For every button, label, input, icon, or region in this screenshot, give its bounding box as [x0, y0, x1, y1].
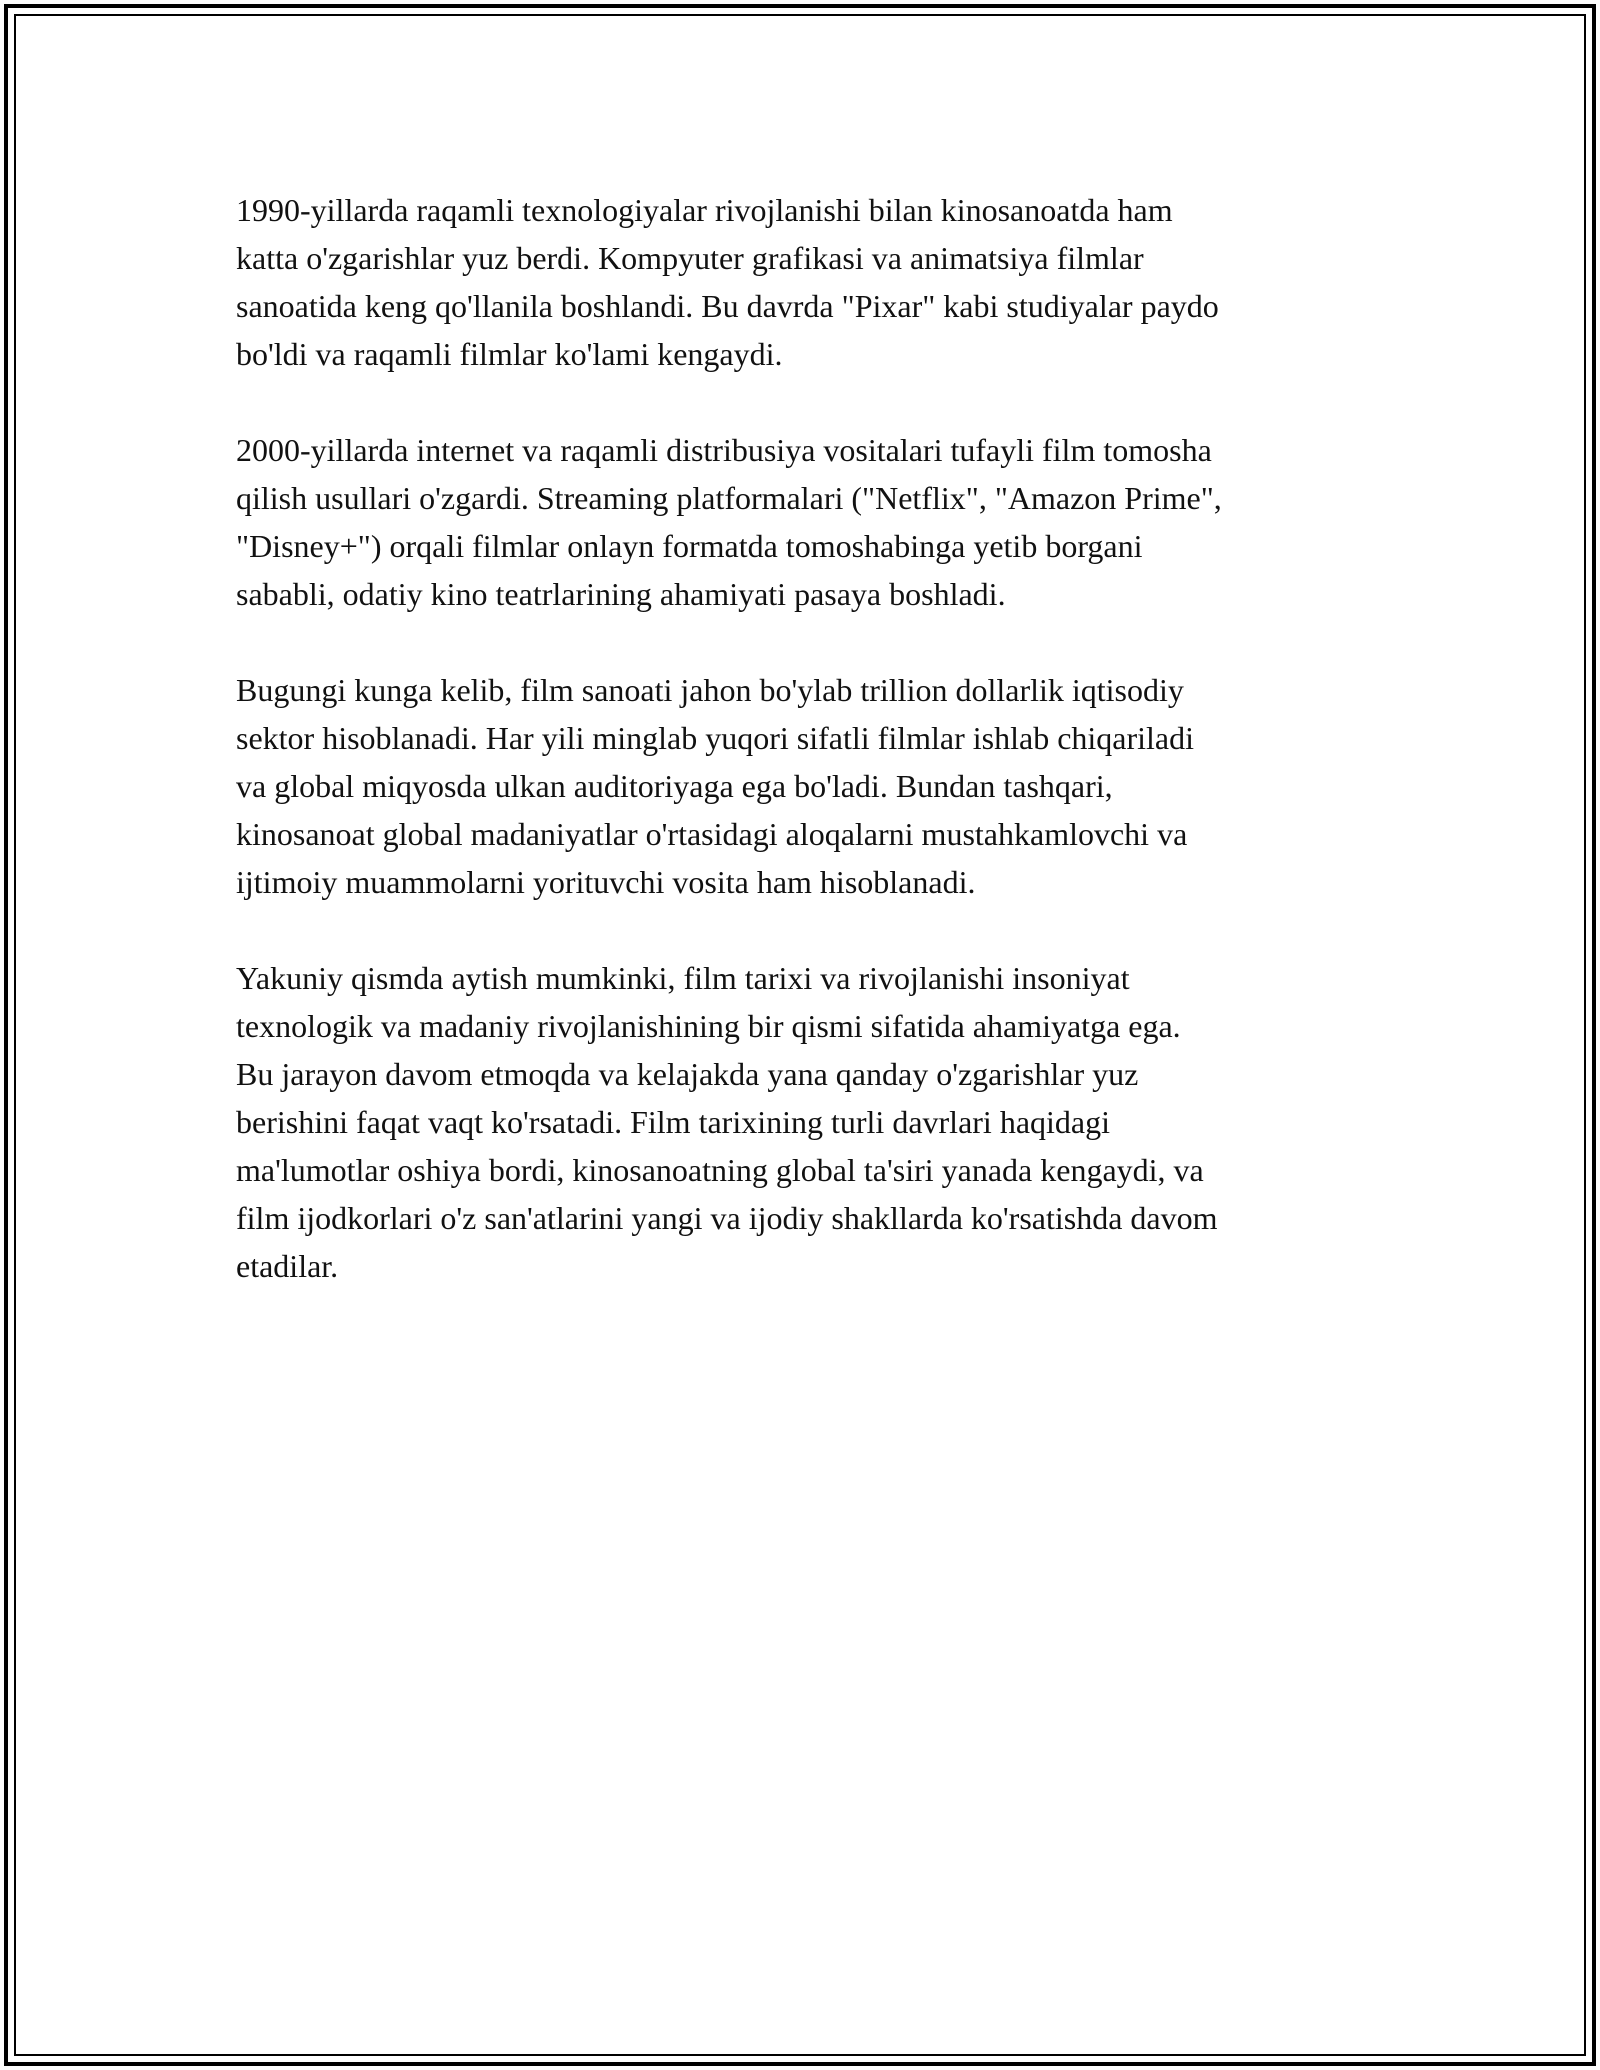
paragraph-digital-era: 1990-yillarda raqamli texnologiyalar rivojlanishi bilan kinosanoatda ham katta o'zgarishlar yuz berdi. Kompyuter grafikasi va animatsiya filmlar sanoatida keng qo'llanila boshlandi. Bu davrda "Pixar" kabi studiyalar paydo bo'ldi va raqamli filmlar ko'lami kengaydi. [236, 192, 1219, 372]
paragraph-conclusion: Yakuniy qismda aytish mumkinki, film tarixi va rivojlanishi insoniyat texnologik va madaniy rivojlanishining bir qismi sifatida ahamiyatga ega. Bu jarayon davom etmoqda va kelajakda yana qanday o'zgarishlar yuz berishini faqat vaqt ko'rsatadi. Film tarixining turli davrlari haqidagi ma'lumotlar oshiya bordi, kinosanoatning global ta'siri yanada kengaydi, va film ijodkorlari o'z san'atlarini yangi va ijodiy shakllarda ko'rsatishda davom etadilar. [236, 960, 1218, 1284]
paragraph-streaming-era: 2000-yillarda internet va raqamli distribusiya vositalari tufayli film tomosha qilish usullari o'zgardi. Streaming platformalari ("Netflix", "Amazon Prime", "Disney+") orqali filmlar onlayn formatda tomoshabinga yetib borgani sababli, odatiy kino teatrlarining ahamiyati pasaya boshladi. [236, 432, 1222, 612]
paragraph-film-industry-today: Bugungi kunga kelib, film sanoati jahon bo'ylab trillion dollarlik iqtisodiy sektor hisoblanadi. Har yili minglab yuqori sifatli filmlar ishlab chiqariladi va global miqyosda ulkan auditoriyaga ega bo'ladi. Bundan tashqari, kinosanoat global madaniyatlar o'rtasidagi aloqalarni mustahkamlovchi va ijtimoiy muammolarni yorituvchi vosita ham hisoblanadi. [236, 672, 1195, 900]
document-body [236, 186, 1416, 1338]
